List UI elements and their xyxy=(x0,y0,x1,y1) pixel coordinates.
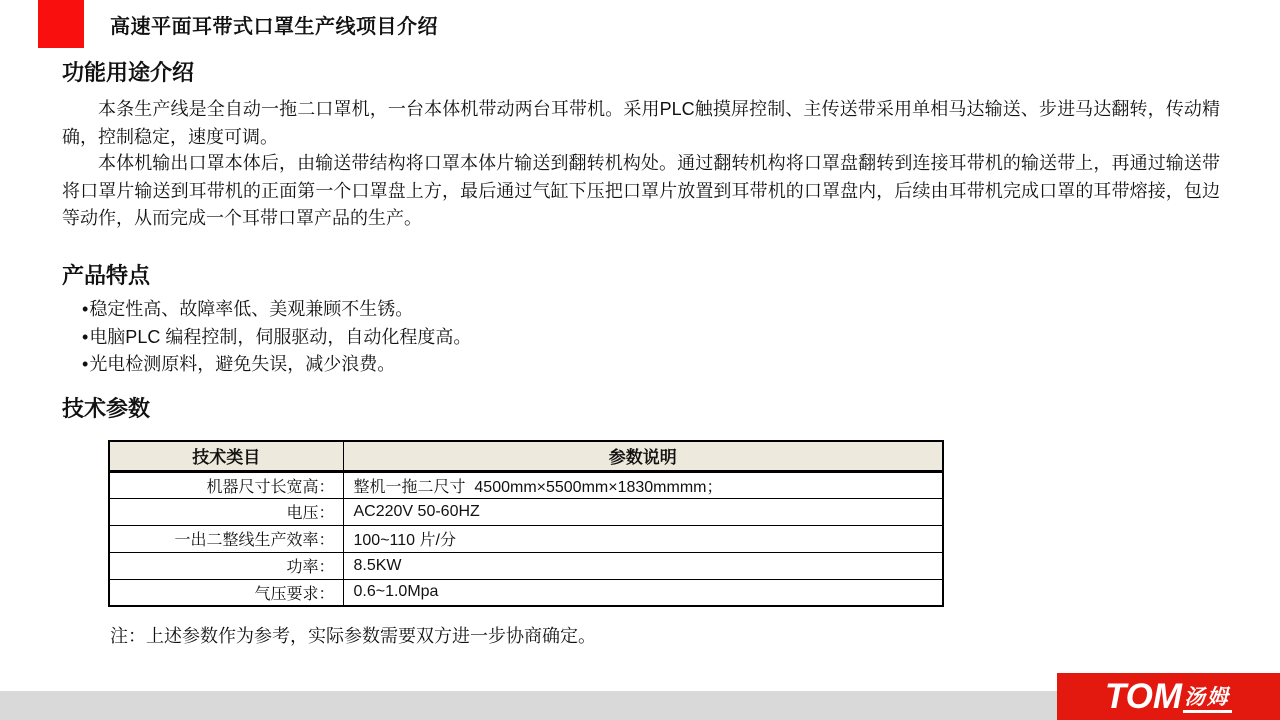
spec-label: 一出二整线生产效率： xyxy=(109,525,343,552)
feature-text: 稳定性高、故障率低、美观兼顾不生锈。 xyxy=(89,299,414,319)
specs-table xyxy=(108,440,944,607)
feature-text: 光电检测原料，避免失误，减少浪费。 xyxy=(89,354,396,374)
page-title: 高速平面耳带式口罩生产线项目介绍 xyxy=(110,15,438,38)
table-row xyxy=(109,498,943,525)
specs-note: 注：上述参数作为参考，实际参数需要双方进一步协商确定。 xyxy=(110,626,596,646)
column-header-category: 技术类目 xyxy=(109,441,343,471)
spec-label: 电压： xyxy=(109,498,343,525)
features-section-heading: 产品特点 xyxy=(62,263,151,288)
table-row xyxy=(109,525,943,552)
bullet-icon: • xyxy=(82,299,89,319)
spec-value: AC220V 50-60HZ xyxy=(343,498,943,525)
list-item xyxy=(82,351,471,379)
list-item xyxy=(82,296,471,324)
table-row xyxy=(109,471,943,498)
list-item xyxy=(82,324,471,352)
feature-text: 电脑PLC 编程控制，伺服驱动，自动化程度高。 xyxy=(89,326,472,347)
column-header-description: 参数说明 xyxy=(343,441,943,471)
features-list xyxy=(82,296,471,379)
logo-latin-text: TOM xyxy=(1104,677,1183,716)
function-section-heading: 功能用途介绍 xyxy=(62,60,195,85)
spec-value: 8.5KW xyxy=(343,552,943,579)
table-row xyxy=(109,579,943,606)
title-accent-square xyxy=(38,0,84,48)
table-row xyxy=(109,552,943,579)
spec-value: 100~110 片/分 xyxy=(343,525,943,552)
function-paragraph-1: 本条生产线是全自动一拖二口罩机，一台本体机带动两台耳带机。采用PLC触摸屏控制、主传送带采用单相马达输送、步进马达翻转，传动精确，控制稳定，速度可调。 xyxy=(62,99,1220,147)
spec-label: 机器尺寸长宽高： xyxy=(109,471,343,498)
table-header-row xyxy=(109,441,943,471)
logo-chinese-text: 汤姆 xyxy=(1183,687,1232,713)
bullet-icon: • xyxy=(82,354,89,374)
spec-label: 功率： xyxy=(109,552,343,579)
spec-value: 0.6~1.0Mpa xyxy=(343,579,943,606)
bullet-icon: • xyxy=(82,326,89,347)
spec-value: 整机一拖二尺寸 4500mm×5500mm×1830mmmm； xyxy=(343,471,943,498)
function-paragraph-2: 本体机输出口罩本体后，由输送带结构将口罩本体片输送到翻转机构处。通过翻转机构将口罩盘翻转到连接耳带机的输送带上，再通过输送带将口罩片输送到耳带机的正面第一个口罩盘上方，最后通过气缸下压把口罩片放置到耳带机的口罩盘内，后续由耳带机完成口罩的耳带熔接，包边等动作，从而完成一个耳带口罩产品的生产。 xyxy=(62,153,1220,228)
specs-section-heading: 技术参数 xyxy=(62,396,151,421)
spec-label: 气压要求： xyxy=(109,579,343,606)
tom-logo xyxy=(1057,673,1280,720)
